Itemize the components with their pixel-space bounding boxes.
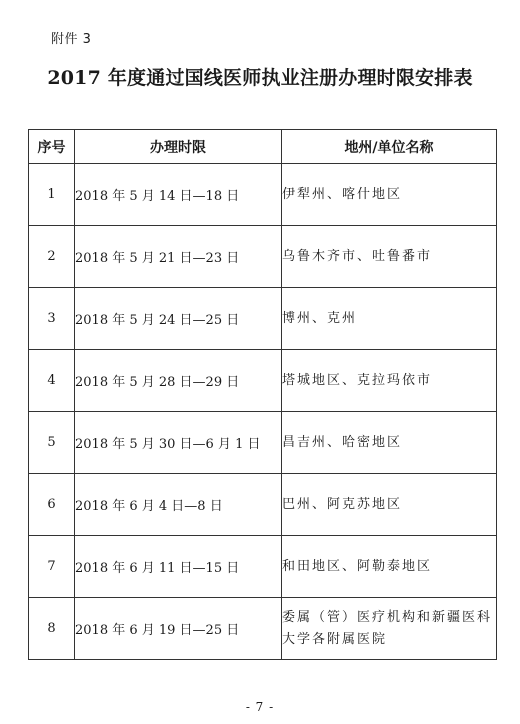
cell-seq: 8: [29, 598, 75, 660]
document-title: 2017 年度通过国线医师执业注册办理时限安排表: [47, 67, 473, 89]
cell-seq: 6: [29, 474, 75, 536]
cell-region: 博州、克州: [282, 288, 497, 350]
table-row: [29, 164, 497, 226]
cell-seq: 5: [29, 412, 75, 474]
cell-period: 2018 年 5 月 21 日—23 日: [75, 226, 282, 288]
table-row: [29, 536, 497, 598]
page-number: - 7 -: [245, 700, 275, 714]
cell-region: 塔城地区、克拉玛依市: [282, 350, 497, 412]
table-row: [29, 350, 497, 412]
cell-region: 乌鲁木齐市、吐鲁番市: [282, 226, 497, 288]
cell-seq: 3: [29, 288, 75, 350]
table-row: [29, 288, 497, 350]
cell-period: 2018 年 6 月 19 日—25 日: [75, 598, 282, 660]
cell-region: 和田地区、阿勒泰地区: [282, 536, 497, 598]
cell-seq: 2: [29, 226, 75, 288]
column-header-seq: 序号: [29, 130, 75, 164]
cell-period: 2018 年 5 月 30 日—6 月 1 日: [75, 412, 282, 474]
cell-region: 昌吉州、哈密地区: [282, 412, 497, 474]
column-header-region: 地州/单位名称: [282, 130, 497, 164]
cell-period: 2018 年 5 月 28 日—29 日: [75, 350, 282, 412]
cell-seq: 4: [29, 350, 75, 412]
cell-period: 2018 年 6 月 11 日—15 日: [75, 536, 282, 598]
table-row: [29, 412, 497, 474]
cell-seq: 7: [29, 536, 75, 598]
cell-region: 伊犁州、喀什地区: [282, 164, 497, 226]
schedule-table: [28, 129, 497, 660]
cell-period: 2018 年 5 月 24 日—25 日: [75, 288, 282, 350]
cell-period: 2018 年 6 月 4 日—8 日: [75, 474, 282, 536]
cell-period: 2018 年 5 月 14 日—18 日: [75, 164, 282, 226]
cell-region: 委属（管）医疗机构和新疆医科大学各附属医院: [282, 598, 497, 660]
table-row: [29, 598, 497, 660]
cell-seq: 1: [29, 164, 75, 226]
cell-region: 巴州、阿克苏地区: [282, 474, 497, 536]
attachment-label: 附件 3: [51, 32, 92, 47]
column-header-period: 办理时限: [75, 130, 282, 164]
table-row: [29, 226, 497, 288]
table-header-row: [29, 130, 497, 164]
table-row: [29, 474, 497, 536]
